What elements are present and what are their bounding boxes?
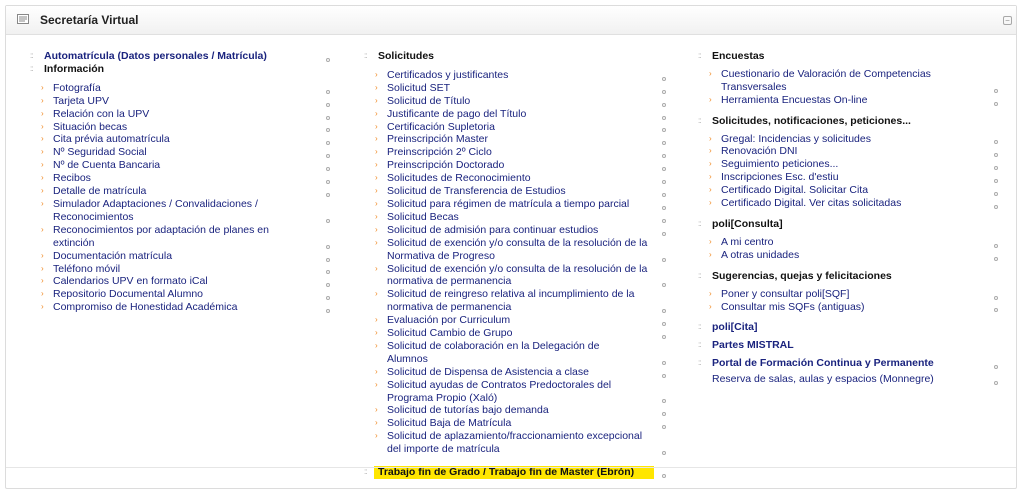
arrow-icon: › [375, 328, 378, 338]
list-item[interactable]: › Certificado Digital. Solicitar Cita [698, 184, 998, 197]
arrow-icon: › [375, 211, 378, 221]
arrow-icon: › [41, 95, 44, 105]
circle-icon [662, 103, 666, 107]
list-item[interactable]: › Teléfono móvil [30, 263, 330, 276]
list-item[interactable]: › Evaluación por Curriculum [364, 314, 666, 327]
arrow-icon: › [375, 186, 378, 196]
circle-icon [662, 232, 666, 236]
list-item[interactable]: › Solicitud para régimen de matrícula a tiempo parcial [364, 198, 666, 211]
grip-icon: :: [698, 340, 701, 350]
list-item[interactable]: › Documentación matrícula [30, 250, 330, 263]
arrow-icon: › [41, 289, 44, 299]
arrow-icon: › [709, 68, 712, 78]
document-icon [17, 14, 29, 24]
list-item[interactable]: › Cita prévia automatrícula [30, 133, 330, 146]
grip-icon: :: [364, 467, 367, 477]
list-item[interactable]: › Solicitud de exención y/o consulta de la resolución de la normativa de permanencia [364, 263, 666, 289]
circle-icon [662, 77, 666, 81]
panel-title: Secretaría Virtual [40, 13, 139, 27]
list-item[interactable]: › Preinscripción 2º Ciclo [364, 146, 666, 159]
poli-cita-link[interactable]: :: poli[Cita] [698, 321, 758, 334]
arrow-icon: › [41, 250, 44, 260]
arrow-icon: › [709, 159, 712, 169]
list-item[interactable]: › Solicitud de colaboración en la Delegación de Alumnos [364, 340, 666, 366]
reserva-salas-link[interactable]: Reserva de salas, aulas y espacios (Monnegre) [698, 373, 998, 386]
circle-icon [326, 90, 330, 94]
list-item[interactable]: › Solicitud de aplazamiento/fraccionamiento excepcional del importe de matrícula [364, 430, 666, 456]
list-item[interactable]: › Relación con la UPV [30, 108, 330, 121]
circle-icon [326, 103, 330, 107]
circle-icon [326, 116, 330, 120]
poli-consulta-heading: :: poli[Consulta] [698, 217, 783, 230]
arrow-icon: › [41, 198, 44, 208]
arrow-icon: › [375, 263, 378, 273]
grip-icon: :: [698, 51, 701, 60]
list-item[interactable]: › Reconocimientos por adaptación de planes en extinción [30, 224, 330, 250]
circle-icon [662, 474, 666, 478]
encuestas-heading: :: Encuestas [698, 50, 765, 62]
list-item[interactable]: › Tarjeta UPV [30, 95, 330, 108]
solicitudes-heading: :: Solicitudes [364, 50, 435, 62]
grip-icon: :: [364, 51, 367, 60]
list-item[interactable]: › Nº Seguridad Social [30, 146, 330, 159]
list-item[interactable]: › Detalle de matrícula [30, 185, 330, 198]
arrow-icon: › [375, 82, 378, 92]
circle-icon [994, 102, 998, 106]
list-item[interactable]: › Recibos [30, 172, 330, 185]
arrow-icon: › [375, 121, 378, 131]
circle-icon [662, 374, 666, 378]
grip-icon: :: [698, 218, 701, 228]
list-item[interactable]: › Simulador Adaptaciones / Convalidaciones / Reconocimientos [30, 198, 330, 224]
circle-icon [662, 90, 666, 94]
circle-icon [994, 296, 998, 300]
arrow-icon: › [375, 340, 378, 350]
list-item[interactable]: › Certificados y justificantes [364, 69, 666, 82]
circle-icon [662, 335, 666, 339]
arrow-icon: › [709, 249, 712, 259]
list-item[interactable]: › Solicitud SET [364, 82, 666, 95]
circle-icon [326, 258, 330, 262]
circle-icon [662, 258, 666, 262]
column-3 [698, 50, 998, 386]
list-item[interactable]: › Solicitud Becas [364, 211, 666, 224]
arrow-icon: › [41, 121, 44, 131]
arrow-icon: › [709, 133, 712, 143]
circle-icon [994, 381, 998, 385]
list-item[interactable]: › Solicitud de Dispensa de Asistencia a clase [364, 366, 666, 379]
list-item[interactable]: › Poner y consultar poli[SQF] [698, 288, 998, 301]
arrow-icon: › [709, 236, 712, 246]
list-item[interactable]: › Solicitud Cambio de Grupo [364, 327, 666, 340]
list-item[interactable]: › Solicitud de Transferencia de Estudios [364, 185, 666, 198]
list-item[interactable]: › Compromiso de Honestidad Académica [30, 301, 330, 314]
arrow-icon: › [709, 301, 712, 311]
arrow-icon: › [41, 276, 44, 286]
arrow-icon: › [375, 315, 378, 325]
arrow-icon: › [375, 237, 378, 247]
sugerencias-heading: :: Sugerencias, quejas y felicitaciones [698, 269, 892, 282]
circle-icon [326, 219, 330, 223]
list-item[interactable]: › Solicitud de exención y/o consulta de la resolución de la Normativa de Progreso [364, 237, 666, 263]
arrow-icon: › [375, 366, 378, 376]
arrow-icon: › [709, 185, 712, 195]
circle-icon [994, 257, 998, 261]
circle-icon [662, 116, 666, 120]
circle-icon [994, 205, 998, 209]
arrow-icon: › [375, 147, 378, 157]
arrow-icon: › [41, 134, 44, 144]
list-item[interactable]: › Situación becas [30, 121, 330, 134]
grip-icon: :: [698, 115, 701, 125]
list-item[interactable]: › Herramienta Encuestas On-line [698, 94, 998, 107]
circle-icon [326, 58, 330, 62]
tfg-link[interactable]: :: Trabajo fin de Grado / Trabajo fin de Master (Ebrón) [364, 466, 666, 479]
circle-icon [326, 245, 330, 249]
arrow-icon: › [375, 173, 378, 183]
arrow-icon: › [709, 94, 712, 104]
list-item[interactable]: › Renovación DNI [698, 145, 998, 158]
circle-icon [662, 206, 666, 210]
arrow-icon: › [375, 224, 378, 234]
grip-icon: :: [698, 322, 701, 332]
arrow-icon: › [41, 224, 44, 234]
arrow-icon: › [41, 147, 44, 157]
column-1 [30, 50, 330, 314]
secretaria-virtual-panel [5, 5, 1017, 489]
panel-header [6, 6, 1016, 35]
list-item[interactable]: › A otras unidades [698, 249, 998, 262]
arrow-icon: › [375, 379, 378, 389]
list-item[interactable]: › Repositorio Documental Alumno [30, 288, 330, 301]
list-item[interactable]: › Cuestionario de Valoración de Competencias Transversales [698, 68, 998, 94]
arrow-icon: › [41, 82, 44, 92]
list-item[interactable]: › Gregal: Incidencias y solicitudes [698, 133, 998, 146]
informacion-heading: :: Información [30, 62, 105, 75]
arrow-icon: › [375, 405, 378, 415]
grip-icon: :: [698, 358, 701, 368]
arrow-icon: › [709, 288, 712, 298]
list-item[interactable]: › Certificación Supletoria [364, 121, 666, 134]
arrow-icon: › [375, 418, 378, 428]
arrow-icon: › [375, 95, 378, 105]
grip-icon: :: [698, 270, 701, 280]
bottom-divider [6, 467, 1016, 468]
arrow-icon: › [375, 134, 378, 144]
list-item[interactable]: › Preinscripción Master [364, 133, 666, 146]
list-item[interactable]: › Consultar mis SQFs (antiguas) [698, 301, 998, 314]
list-item[interactable]: › Solicitud Baja de Matrícula [364, 417, 666, 430]
grip-icon: :: [30, 51, 33, 60]
arrow-icon: › [709, 146, 712, 156]
circle-icon [326, 193, 330, 197]
grip-icon: :: [30, 63, 33, 73]
list-item[interactable]: › A mi centro [698, 236, 998, 249]
list-item[interactable]: › Solicitud de reingreso relativa al incumplimiento de la normativa de permanencia [364, 288, 666, 314]
list-item[interactable]: › Nº de Cuenta Bancaria [30, 159, 330, 172]
arrow-icon: › [41, 302, 44, 312]
arrow-icon: › [709, 172, 712, 182]
list-item[interactable]: › Inscripciones Esc. d'estiu [698, 171, 998, 184]
list-item[interactable]: › Justificante de pago del Título [364, 108, 666, 121]
arrow-icon: › [375, 108, 378, 118]
arrow-icon: › [41, 160, 44, 170]
arrow-icon: › [709, 198, 712, 208]
column-2 [364, 50, 666, 479]
arrow-icon: › [375, 431, 378, 441]
list-item[interactable]: › Seguimiento peticiones... [698, 158, 998, 171]
list-item[interactable]: › Solicitud de Título [364, 95, 666, 108]
list-item[interactable]: › Solicitud de admisión para continuar estudios [364, 224, 666, 237]
portal-formacion-link[interactable]: :: Portal de Formación Continua y Permanente [698, 357, 998, 370]
arrow-icon: › [41, 263, 44, 273]
circle-icon [662, 322, 666, 326]
circle-icon [662, 219, 666, 223]
arrow-icon: › [375, 198, 378, 208]
list-item[interactable]: › Solicitud de tutorías bajo demanda [364, 404, 666, 417]
automatricula-link[interactable]: :: Automatrícula (Datos personales / Matrícula) [30, 50, 330, 63]
list-item[interactable]: › Fotografía [30, 82, 330, 95]
arrow-icon: › [375, 160, 378, 170]
circle-icon [994, 244, 998, 248]
arrow-icon: › [41, 173, 44, 183]
list-item[interactable]: › Preinscripción Doctorado [364, 159, 666, 172]
circle-icon [994, 89, 998, 93]
list-item[interactable]: › Certificado Digital. Ver citas solicitadas [698, 197, 998, 210]
list-item[interactable]: › Calendarios UPV en formato iCal [30, 275, 330, 288]
list-item[interactable]: › Solicitud ayudas de Contratos Predoctorales del Programa Propio (Xaló) [364, 379, 666, 405]
collapse-icon[interactable]: − [1003, 16, 1012, 25]
list-item[interactable]: › Solicitudes de Reconocimiento [364, 172, 666, 185]
partes-mistral-link[interactable]: :: Partes MISTRAL [698, 339, 794, 352]
arrow-icon: › [375, 69, 378, 79]
solicitudes-notificaciones-heading: :: Solicitudes, notificaciones, peticiones... [698, 114, 911, 127]
circle-icon [662, 361, 666, 365]
arrow-icon: › [41, 108, 44, 118]
arrow-icon: › [41, 186, 44, 196]
circle-icon [662, 193, 666, 197]
arrow-icon: › [375, 289, 378, 299]
